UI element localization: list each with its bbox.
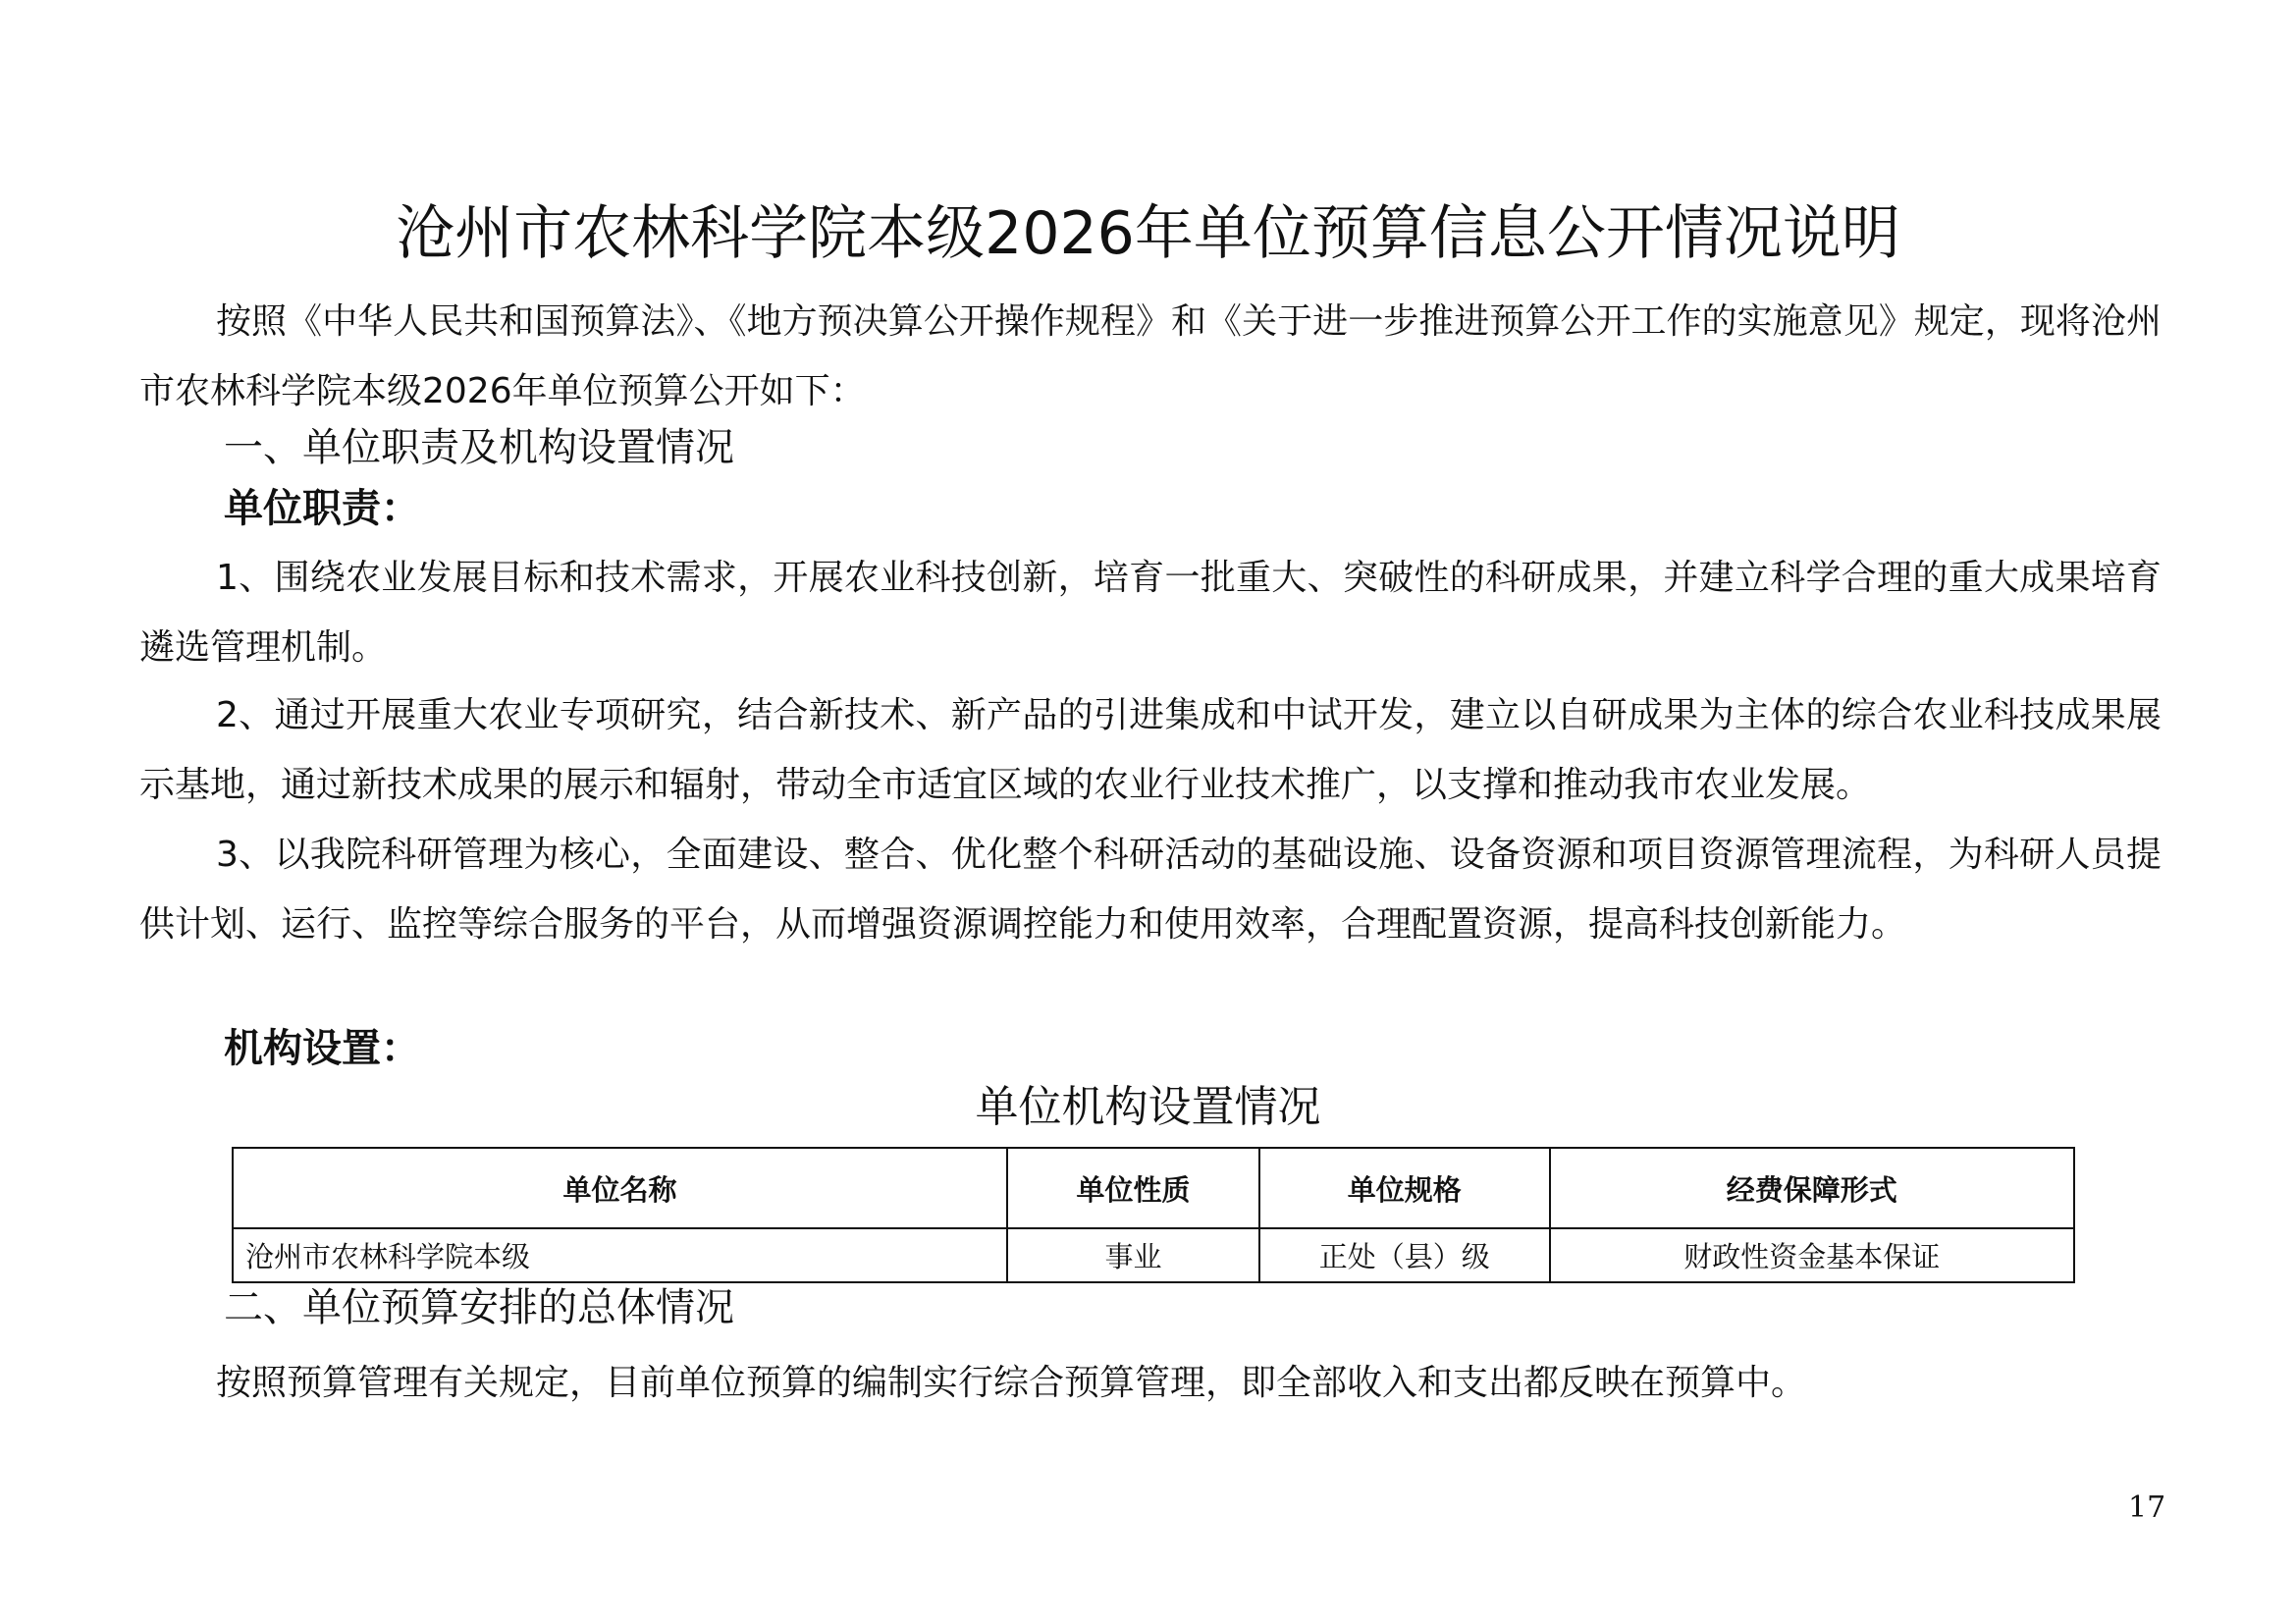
table-cell: 事业: [1007, 1228, 1259, 1282]
duty-item-1: 1、围绕农业发展目标和技术需求，开展农业科技创新，培育一批重大、突破性的科研成果，并建立科学合理的重大成果培育遴选管理机制。: [139, 558, 2162, 668]
table-header-cell: 单位名称: [233, 1148, 1007, 1228]
table-cell: 财政性资金基本保证: [1550, 1228, 2074, 1282]
duty-item-2: 2、通过开展重大农业专项研究，结合新技术、新产品的引进集成和中试开发，建立以自研成果为主体的综合农业科技成果展示基地，通过新技术成果的展示和辐射，带动全市适宜区域的农业行业技术推广，以支撑和推动我市农业发展。: [139, 695, 2162, 805]
table-cell: 沧州市农林科学院本级: [233, 1228, 1007, 1282]
duties-label: 单位职责：: [224, 486, 420, 531]
table-row: [233, 1228, 2074, 1282]
page-number: 17: [2128, 1490, 2166, 1525]
section2-heading: 二、单位预算安排的总体情况: [224, 1285, 734, 1330]
org-label: 机构设置：: [224, 1026, 420, 1071]
document-title: 沧州市农林科学院本级2026年单位预算信息公开情况说明: [396, 199, 1900, 268]
intro-paragraph: 按照《中华人民共和国预算法》、《地方预决算公开操作规程》和《关于进一步推进预算公开工作的实施意见》规定，现将沧州市农林科学院本级2026年单位预算公开如下：: [139, 301, 2162, 411]
section1-heading: 一、单位职责及机构设置情况: [224, 425, 734, 470]
table-header-row: [233, 1148, 2074, 1228]
table-cell: 正处（县）级: [1259, 1228, 1550, 1282]
table-header-cell: 单位规格: [1259, 1148, 1550, 1228]
duty-item-3: 3、以我院科研管理为核心，全面建设、整合、优化整个科研活动的基础设施、设备资源和项目资源管理流程，为科研人员提供计划、运行、监控等综合服务的平台，从而增强资源调控能力和使用效率，合理配置资源，提高科技创新能力。: [139, 835, 2162, 945]
org-table: [232, 1147, 2075, 1283]
section2-paragraph: 按照预算管理有关规定，目前单位预算的编制实行综合预算管理，即全部收入和支出都反映在预算中。: [216, 1363, 1807, 1403]
table-caption: 单位机构设置情况: [975, 1082, 1321, 1132]
table-header-cell: 经费保障形式: [1550, 1148, 2074, 1228]
table-header-cell: 单位性质: [1007, 1148, 1259, 1228]
